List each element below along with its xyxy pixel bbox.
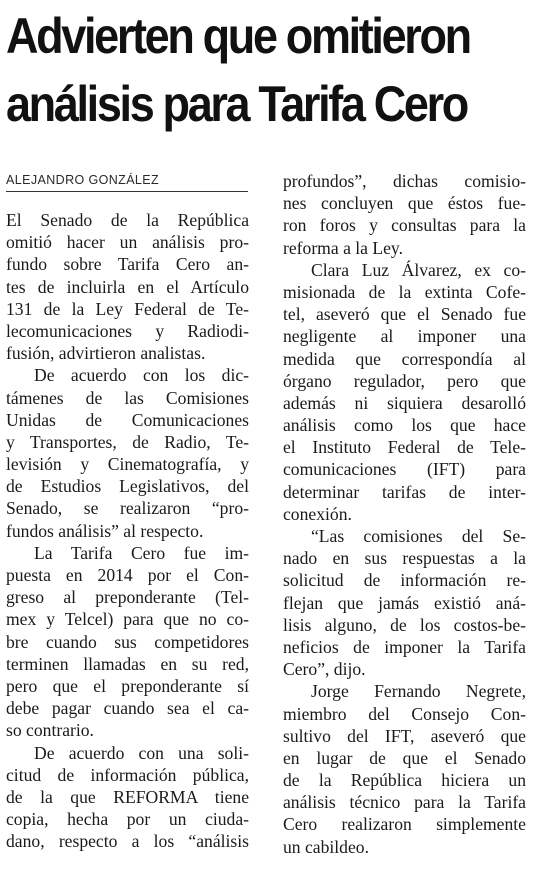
body-text-line: medida que correspondía al bbox=[283, 348, 526, 369]
body-text-line: de la que REFORMA tiene bbox=[6, 786, 249, 807]
headline-line: Advierten que omitieron bbox=[6, 8, 470, 64]
body-text-line: neficios de imponer la Tarifa bbox=[283, 636, 526, 657]
body-text-line: comunicaciones (IFT) para bbox=[283, 459, 526, 480]
body-text-line: El Senado de la República bbox=[6, 210, 249, 230]
body-text-line: reforma a la Ley. bbox=[283, 237, 403, 258]
body-text-line: omitió hacer un análisis pro- bbox=[6, 232, 249, 253]
body-text-line: órgano regulador, pero que bbox=[283, 370, 526, 391]
body-text-line: fundos análisis” al respecto. bbox=[6, 520, 204, 541]
body-text-line: conexión. bbox=[283, 503, 352, 524]
body-text-line: copia, hecha por un ciuda- bbox=[6, 809, 249, 830]
body-text-line: fundo sobre Tarifa Cero an- bbox=[6, 254, 249, 275]
body-text-line: pero que el preponderante sí bbox=[6, 675, 249, 696]
body-text-line: La Tarifa Cero fue im- bbox=[34, 542, 249, 563]
body-text-line: debe pagar cuando sea el ca- bbox=[6, 698, 249, 719]
body-text-line: citud de información pública, bbox=[6, 764, 249, 785]
body-text-line: de Estudios Legislativos, del bbox=[6, 476, 249, 497]
body-text-line: ron foros y consultas para la bbox=[283, 215, 526, 236]
body-text-line: mex y Telcel) para que no co- bbox=[6, 609, 249, 630]
body-text-line: misionada de la extinta Cofe- bbox=[283, 281, 526, 302]
body-text-line: de la República hiciera un bbox=[283, 770, 526, 791]
body-text-line: puesta en 2014 por el Con- bbox=[6, 565, 249, 585]
body-text-line: “Las comisiones del Se- bbox=[311, 526, 526, 546]
body-text-line: lisis alguno, de los costos-be- bbox=[283, 614, 526, 635]
body-column-right bbox=[283, 170, 526, 858]
body-text-line: terminen llamadas en su red, bbox=[6, 653, 249, 674]
body-text-line: De acuerdo con los dic- bbox=[34, 365, 249, 386]
body-text-line: nes concluyen que éstos fue- bbox=[283, 193, 526, 214]
body-text-line: Jorge Fernando Negrete, bbox=[311, 681, 526, 702]
body-text-line: fusión, advirtieron analistas. bbox=[6, 343, 206, 364]
body-text-line: análisis como los que hace bbox=[283, 415, 526, 436]
body-text-line: lecomunicaciones y Radiodi- bbox=[6, 320, 249, 341]
body-text-line: profundos”, dichas comisio- bbox=[283, 171, 526, 191]
body-text-line: Cero”, dijo. bbox=[283, 659, 366, 680]
body-text-line: bre cuando sus competidores bbox=[6, 631, 249, 652]
body-text-line: el Instituto Federal de Tele- bbox=[283, 437, 526, 458]
article-headline bbox=[6, 2, 487, 138]
body-column-left bbox=[6, 209, 249, 852]
body-text-line: y Transportes, de Radio, Te- bbox=[6, 431, 249, 452]
body-text-line: miembro del Consejo Con- bbox=[283, 703, 526, 724]
body-text-line: De acuerdo con una soli- bbox=[34, 742, 249, 763]
body-text-line: un cabildeo. bbox=[283, 836, 369, 857]
body-text-line: Cero realizaron simplemente bbox=[283, 814, 526, 835]
body-text-line: nado en sus respuestas a la bbox=[283, 548, 526, 569]
body-text-line: greso al preponderante (Tel- bbox=[6, 587, 249, 608]
body-text-line: análisis técnico para la Tarifa bbox=[283, 792, 526, 813]
body-text-line: támenes de las Comisiones bbox=[6, 387, 249, 408]
body-text-line: tes de incluirla en el Artículo bbox=[6, 276, 249, 297]
body-text-line: determinar tarifas de inter- bbox=[283, 481, 526, 502]
body-text-line: Senado, se realizaron “pro- bbox=[6, 498, 249, 519]
byline: ALEJANDRO GONZÁLEZ bbox=[6, 173, 248, 192]
body-text-line: Unidas de Comunicaciones bbox=[6, 409, 249, 430]
body-text-line: en lugar de que el Senado bbox=[283, 747, 526, 768]
body-text-line: so contrario. bbox=[6, 720, 94, 741]
body-text-line: tel, aseveró que el Senado fue bbox=[283, 304, 526, 325]
body-text-line: flejan que jamás existió aná- bbox=[283, 592, 526, 613]
body-text-line: Clara Luz Álvarez, ex co- bbox=[311, 259, 526, 280]
body-text-line: sultivo del IFT, aseveró que bbox=[283, 725, 526, 746]
body-text-line: 131 de la Ley Federal de Te- bbox=[6, 298, 249, 319]
body-text-line: levisión y Cinematografía, y bbox=[6, 454, 249, 475]
headline-line: análisis para Tarifa Cero bbox=[6, 76, 467, 132]
body-text-line: dano, respecto a los “análisis bbox=[6, 831, 249, 852]
body-text-line: negligente al imponer una bbox=[283, 326, 526, 347]
body-text-line: además ni siquiera desarolló bbox=[283, 392, 526, 413]
body-text-line: solicitud de información re- bbox=[283, 570, 526, 591]
